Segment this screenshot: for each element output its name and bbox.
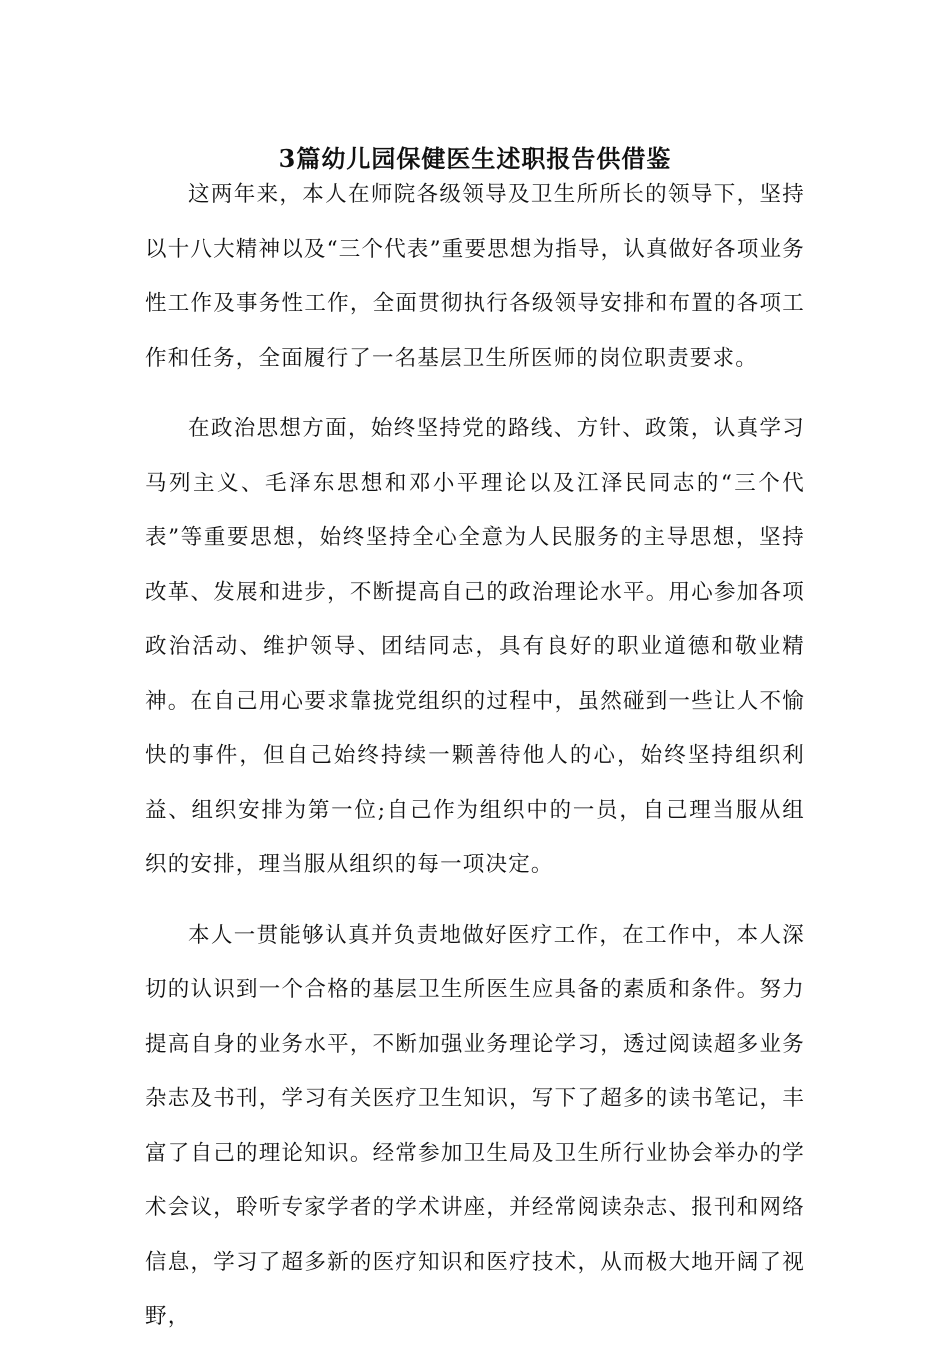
paragraph-2: 在政治思想方面，始终坚持党的路线、方针、政策，认真学习马列主义、毛泽东思想和邓小平理论以及江泽民同志的“三个代表”等重要思想，始终坚持全心全意为人民服务的主导思想，坚持改革、发展和进步，不断提高自己的政治理论水平。用心参加各项政治活动、维护领导、团结同志，具有良好的职业道德和敬业精神。在自己用心要求靠拢党组织的过程中，虽然碰到一些让人不愉快的事件，但自己始终持续一颗善待他人的心，始终坚持组织利益、组织安排为第一位;自己作为组织中的一员，自己理当服从组织的安排，理当服从组织的每一项决定。: [145, 416, 805, 877]
document-body: [145, 168, 805, 1345]
paragraph-3: 本人一贯能够认真并负责地做好医疗工作，在工作中，本人深切的认识到一个合格的基层卫生所医生应具备的素质和条件。努力提高自身的业务水平，不断加强业务理论学习，透过阅读超多业务杂志及书刊，学习有关医疗卫生知识，写下了超多的读书笔记，丰富了自己的理论知识。经常参加卫生局及卫生所行业协会举办的学术会议，聆听专家学者的学术讲座，并经常阅读杂志、报刊和网络信息，学习了超多新的医疗知识和医疗技术，从而极大地开阔了视野，: [145, 922, 805, 1329]
paragraph-1: 这两年来，本人在师院各级领导及卫生所所长的领导下，坚持以十八大精神以及“三个代表”重要思想为指导，认真做好各项业务性工作及事务性工作，全面贯彻执行各级领导安排和布置的各项工作和任务，全面履行了一名基层卫生所医师的岗位职责要求。: [145, 182, 805, 371]
document-title: 3篇幼儿园保健医生述职报告供借鉴: [278, 144, 672, 173]
